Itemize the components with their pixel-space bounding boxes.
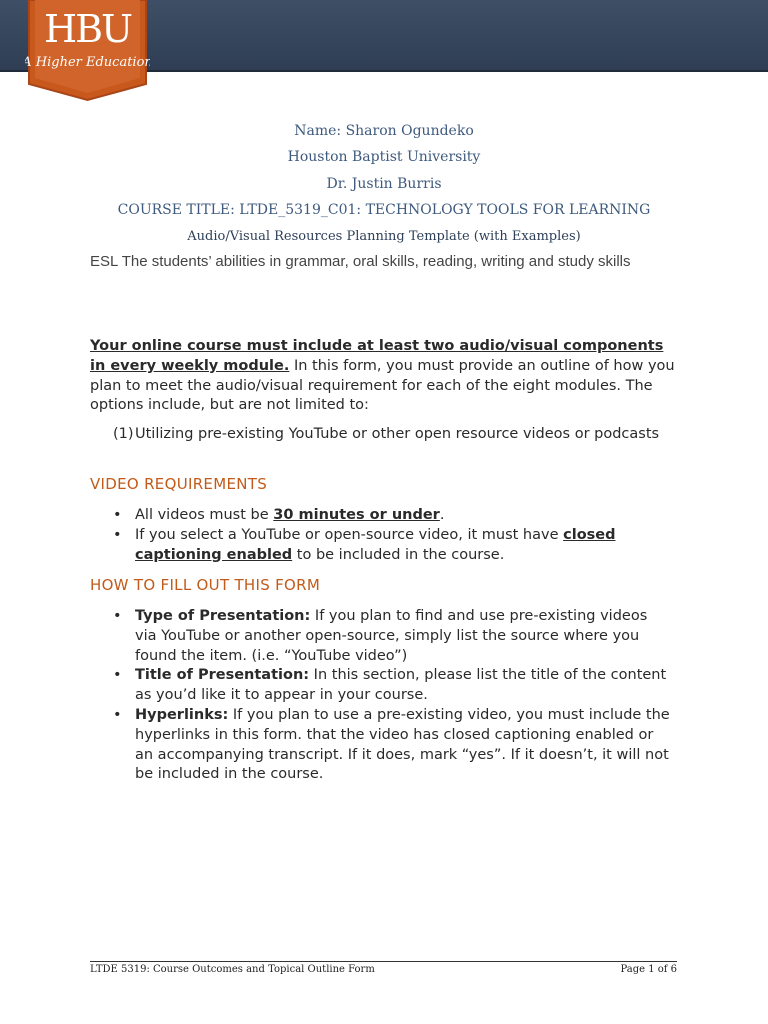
list-item	[113, 607, 673, 666]
list-item	[113, 706, 673, 785]
item-term: Type of Presentation:	[135, 608, 311, 624]
footer-divider	[90, 961, 677, 962]
req-text-end: to be included in the course.	[292, 546, 505, 563]
university-name: Houston Baptist University	[287, 149, 481, 165]
option-text: Utilizing pre-existing YouTube or other open resource videos or podcasts	[135, 426, 660, 442]
req-emphasis: closed captioning enabled	[135, 526, 616, 563]
item-text: If you plan to find and use pre-existing videos via YouTube or another open-source, simply list the source where you found the item. (i.e. “YouTube video”)	[135, 608, 648, 664]
req-text-end: .	[439, 507, 445, 523]
instructor-name: Dr. Justin Burris	[326, 176, 442, 192]
video-requirements-list	[113, 506, 673, 565]
video-requirements-heading: VIDEO REQUIREMENTS	[90, 475, 268, 493]
item-text: If you plan to use a pre-existing video, you must include the hyperlinks in this form. that the video has closed captioning enabled or an accompanying transcript. If it does, mark “yes”. If it doesn’t, it will not be included in the course.	[135, 706, 670, 783]
hbu-logo	[25, 0, 150, 104]
req-emphasis: 30 minutes or under	[273, 507, 440, 523]
course-title: COURSE TITLE: LTDE_5319_C01: TECHNOLOGY TOOLS FOR LEARNING	[117, 202, 651, 218]
how-to-heading: HOW TO FILL OUT THIS FORM	[90, 576, 321, 594]
intro-paragraph	[90, 337, 680, 416]
svg-text:HBU: HBU	[43, 7, 132, 51]
page-number: Page 1 of 6	[620, 964, 677, 975]
bullet-icon: •	[113, 667, 122, 684]
req-text: If you select a YouTube or open-source video, it must have	[135, 526, 564, 543]
svg-text:A Higher Education: A Higher Education	[25, 55, 150, 70]
option-number: (1)	[113, 426, 134, 442]
bullet-icon: •	[113, 706, 122, 723]
item-term: Hyperlinks:	[135, 706, 229, 723]
template-title: Audio/Visual Resources Planning Template (with Examples)	[187, 229, 581, 244]
option-list-item	[113, 425, 673, 445]
footer-title: LTDE 5319: Course Outcomes and Topical Outline Form	[90, 964, 375, 975]
list-item	[113, 666, 673, 706]
list-item	[113, 506, 673, 526]
item-term: Title of Presentation:	[135, 667, 310, 684]
item-text: In this section, please list the title of the content as you’d like it to appear in your course.	[135, 667, 667, 704]
bullet-icon: •	[113, 526, 122, 543]
intro-emphasis: Your online course must include at least two audio/visual components in every weekly module.	[90, 338, 664, 374]
req-text: All videos must be	[135, 507, 274, 523]
student-name: Name: Sharon Ogundeko	[294, 123, 474, 139]
intro-text: In this form, you must provide an outline of how you plan to meet the audio/visual requirement for each of the eight modules. The options include, but are not limited to:	[90, 357, 675, 414]
list-item	[113, 526, 673, 566]
bullet-icon: •	[113, 507, 122, 523]
esl-line: ESL The students’ abilities in grammar, oral skills, reading, writing and study skills	[90, 253, 631, 270]
how-to-list	[113, 607, 673, 785]
bullet-icon: •	[113, 608, 122, 624]
